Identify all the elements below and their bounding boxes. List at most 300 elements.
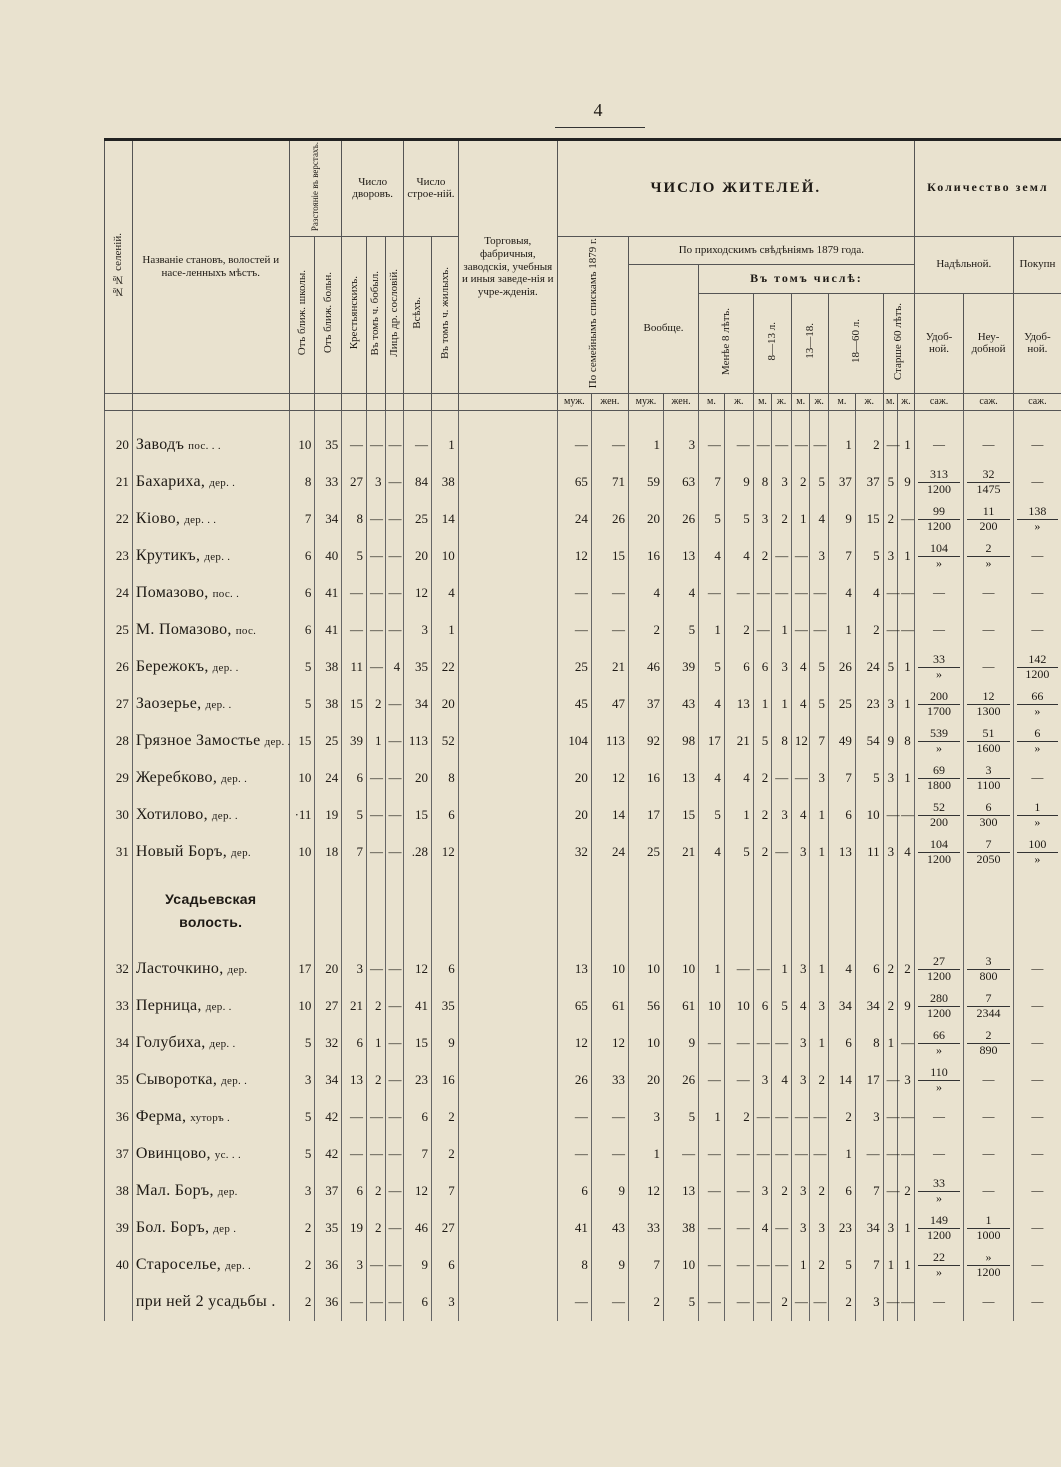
settlement-name-text: Сыворотка,: [135, 1071, 218, 1089]
table-cell: 25: [404, 501, 432, 538]
table-cell: 1: [829, 612, 856, 649]
table-cell: 3: [342, 951, 367, 988]
table-cell: 4: [898, 834, 915, 871]
table-cell: —: [366, 760, 385, 797]
bought-arable-cell: [1013, 1136, 1061, 1173]
table-cell: 38: [431, 464, 458, 501]
settlement-type: дер.: [217, 1186, 238, 1199]
table-cell: 61: [591, 988, 628, 1025]
table-cell: —: [883, 1062, 897, 1099]
allot-nonarable-cell-value: —: [982, 659, 995, 674]
allot-arable-cell-numerator: 99: [918, 505, 961, 520]
table-cell: 5: [855, 760, 883, 797]
allot-nonarable-cell-numerator: 11: [967, 505, 1010, 520]
table-cell: —: [342, 1284, 367, 1321]
table-cell: 2: [366, 686, 385, 723]
table-cell: —: [791, 1136, 810, 1173]
table-cell: 2: [810, 1247, 829, 1284]
table-cell: 15: [404, 1025, 432, 1062]
settlement-name-text: Грязное Замостье: [135, 732, 261, 750]
settlement-type: дер. .: [211, 810, 238, 823]
table-cell: —: [724, 427, 753, 464]
header-households: Число дворовъ.: [342, 141, 404, 236]
allot-arable-cell-denominator: »: [936, 740, 943, 755]
table-row: [105, 951, 1061, 988]
allot-arable-cell-numerator: 104: [918, 542, 961, 557]
table-cell: —: [385, 1062, 404, 1099]
table-cell: 3: [810, 538, 829, 575]
settlement-type: дер. .: [205, 1001, 232, 1014]
table-row: [105, 1025, 1061, 1062]
allot-nonarable-cell: [964, 951, 1014, 988]
table-cell: 61: [664, 988, 699, 1025]
table-cell: 8: [772, 723, 792, 760]
settlement-name: [132, 1247, 289, 1284]
allot-nonarable-cell-denominator: 1200: [976, 1264, 1001, 1279]
table-cell: 46: [404, 1210, 432, 1247]
section-title: Усадьевская волость.: [132, 871, 289, 951]
table-cell: —: [898, 1099, 915, 1136]
table-cell: 3: [791, 1210, 810, 1247]
table-cell: —: [898, 1284, 915, 1321]
allot-nonarable-cell-numerator: 1: [967, 1214, 1010, 1229]
row-number: 30: [105, 797, 133, 834]
table-cell: 23: [404, 1062, 432, 1099]
bought-arable-cell: [1013, 575, 1061, 612]
table-cell: 10: [724, 988, 753, 1025]
table-cell: 5: [664, 612, 699, 649]
settlement-name: [132, 988, 289, 1025]
spacer-cell: [664, 410, 699, 427]
statistics-table-wrapper: [104, 138, 1061, 1421]
table-cell: —: [724, 1025, 753, 1062]
table-cell: 42: [315, 1136, 342, 1173]
table-cell: 1: [791, 501, 810, 538]
table-cell: 1: [366, 723, 385, 760]
table-cell: 15: [342, 686, 367, 723]
header-arable2: Удоб-ной.: [1013, 293, 1061, 393]
table-cell: —: [753, 1099, 772, 1136]
table-cell: 6: [342, 1173, 367, 1210]
table-cell: 8: [855, 1025, 883, 1062]
bought-arable-cell-value: —: [1031, 1109, 1044, 1124]
table-cell: —: [791, 427, 810, 464]
table-cell: —: [753, 1025, 772, 1062]
table-cell: 47: [591, 686, 628, 723]
bought-arable-cell: [1013, 686, 1061, 723]
bought-arable-cell-value: —: [1031, 1220, 1044, 1235]
allot-arable-cell-denominator: 1200: [927, 1227, 952, 1242]
bought-arable-cell: [1013, 797, 1061, 834]
allot-arable-cell-value: —: [933, 1109, 946, 1124]
table-cell: 4: [385, 649, 404, 686]
table-cell: 1: [366, 1025, 385, 1062]
table-cell: —: [366, 427, 385, 464]
bought-arable-cell-numerator: 1: [1017, 801, 1058, 816]
settlement-name: [132, 501, 289, 538]
settlement-type: дер. .: [225, 1260, 252, 1273]
table-cell: 3: [810, 760, 829, 797]
table-cell: 2: [431, 1136, 458, 1173]
row-number: 38: [105, 1173, 133, 1210]
table-cell: 26: [829, 649, 856, 686]
table-cell: 65: [557, 464, 591, 501]
table-cell: [458, 464, 557, 501]
table-cell: 13: [829, 834, 856, 871]
spacer-cell: [883, 410, 897, 427]
table-row: [105, 1099, 1061, 1136]
table-cell: 5: [724, 834, 753, 871]
allot-nonarable-cell: [964, 464, 1014, 501]
table-cell: 13: [664, 538, 699, 575]
table-cell: 5: [753, 723, 772, 760]
table-cell: 20: [628, 1062, 663, 1099]
table-cell: 4: [699, 686, 725, 723]
table-cell: —: [753, 951, 772, 988]
table-cell: 2: [289, 1210, 315, 1247]
table-cell: —: [810, 1099, 829, 1136]
settlement-name: [132, 723, 289, 760]
allot-arable-cell-denominator: 1200: [927, 481, 952, 496]
spacer-cell: [458, 410, 557, 427]
table-cell: —: [385, 1173, 404, 1210]
spacer-cell: [898, 410, 915, 427]
table-cell: —: [883, 612, 897, 649]
table-cell: —: [855, 1136, 883, 1173]
table-cell: 40: [315, 538, 342, 575]
table-cell: 4: [664, 575, 699, 612]
spacer-cell: [914, 410, 964, 427]
allot-nonarable-cell: [964, 501, 1014, 538]
table-cell: —: [385, 501, 404, 538]
row-number: 26: [105, 649, 133, 686]
spacer-row: [105, 410, 1061, 427]
allot-arable-cell-denominator: 1200: [927, 851, 952, 866]
table-cell: —: [883, 1099, 897, 1136]
table-cell: —: [898, 797, 915, 834]
settlement-name-text: Жеребково,: [135, 769, 218, 787]
table-cell: 7: [829, 760, 856, 797]
row-number: 21: [105, 464, 133, 501]
table-cell: 1: [699, 951, 725, 988]
table-cell: 5: [289, 1025, 315, 1062]
table-cell: —: [791, 1099, 810, 1136]
section-cell: [289, 871, 315, 951]
settlement-type: дер. .: [221, 773, 248, 786]
table-cell: [458, 1210, 557, 1247]
table-cell: 6: [557, 1173, 591, 1210]
allot-arable-cell-numerator: 33: [918, 1177, 961, 1192]
table-cell: 6: [753, 649, 772, 686]
table-cell: —: [724, 1173, 753, 1210]
table-cell: 7: [810, 723, 829, 760]
table-cell: 4: [791, 797, 810, 834]
header-arable: Удоб-ной.: [914, 293, 964, 393]
table-cell: 2: [366, 1173, 385, 1210]
table-cell: 6: [431, 951, 458, 988]
section-cell: [883, 871, 897, 951]
table-cell: —: [385, 797, 404, 834]
allot-arable-cell-numerator: 52: [918, 801, 961, 816]
table-cell: 113: [404, 723, 432, 760]
table-cell: 3: [883, 1210, 897, 1247]
allot-nonarable-cell-numerator: 7: [967, 838, 1010, 853]
table-cell: —: [753, 575, 772, 612]
table-cell: 2: [898, 1173, 915, 1210]
table-cell: 3: [855, 1099, 883, 1136]
table-cell: 1: [898, 427, 915, 464]
table-cell: —: [366, 575, 385, 612]
table-cell: 2: [883, 501, 897, 538]
settlement-name: [132, 427, 289, 464]
table-cell: [458, 1099, 557, 1136]
allot-nonarable-cell-denominator: 2344: [976, 1005, 1001, 1020]
table-cell: 5: [664, 1284, 699, 1321]
table-cell: —: [591, 1136, 628, 1173]
bought-arable-cell-numerator: 66: [1017, 690, 1058, 705]
header-hh-peasant: Крестьянскихъ.: [342, 236, 367, 393]
spacer-cell: [1013, 410, 1061, 427]
settlement-name: [132, 951, 289, 988]
table-cell: [458, 538, 557, 575]
table-cell: 1: [883, 1025, 897, 1062]
bought-arable-cell-value: —: [1031, 961, 1044, 976]
table-cell: 8: [898, 723, 915, 760]
table-cell: —: [366, 1284, 385, 1321]
table-cell: 4: [829, 951, 856, 988]
row-number: 32: [105, 951, 133, 988]
table-cell: 2: [810, 1062, 829, 1099]
header-hh-landless: Въ томъ ч. бобыл.: [366, 236, 385, 393]
table-row: [105, 464, 1061, 501]
settlement-name: [132, 1025, 289, 1062]
spacer-cell: [829, 410, 856, 427]
row-number: 23: [105, 538, 133, 575]
table-cell: [458, 612, 557, 649]
table-cell: —: [898, 501, 915, 538]
table-cell: 34: [315, 501, 342, 538]
settlement-type: пос.: [235, 625, 257, 638]
table-cell: 41: [315, 575, 342, 612]
allot-arable-cell: [914, 1099, 964, 1136]
table-cell: 6: [724, 649, 753, 686]
table-cell: 7: [628, 1247, 663, 1284]
allot-nonarable-cell: [964, 988, 1014, 1025]
header-distance: Разстояніе въ верстахъ.: [289, 141, 342, 236]
allot-nonarable-cell-numerator: 12: [967, 690, 1010, 705]
table-cell: 6: [829, 1025, 856, 1062]
table-cell: —: [724, 1247, 753, 1284]
table-cell: —: [724, 1210, 753, 1247]
table-cell: 19: [342, 1210, 367, 1247]
allot-nonarable-cell-denominator: 1475: [976, 481, 1001, 496]
settlement-type: дер.: [227, 964, 248, 977]
table-cell: 5: [342, 797, 367, 834]
allot-arable-cell: [914, 951, 964, 988]
table-cell: —: [342, 1136, 367, 1173]
allot-nonarable-cell: [964, 686, 1014, 723]
table-cell: —: [810, 1284, 829, 1321]
table-cell: 54: [855, 723, 883, 760]
allot-arable-cell-numerator: 27: [918, 955, 961, 970]
table-cell: 2: [829, 1284, 856, 1321]
allot-arable-cell: [914, 686, 964, 723]
table-cell: 20: [431, 686, 458, 723]
table-cell: 20: [404, 760, 432, 797]
table-cell: 34: [829, 988, 856, 1025]
table-cell: —: [591, 612, 628, 649]
allot-nonarable-cell-value: —: [982, 1109, 995, 1124]
table-cell: 20: [628, 501, 663, 538]
allot-arable-cell: [914, 1247, 964, 1284]
settlement-type: дер. .: [209, 477, 236, 490]
table-cell: 32: [557, 834, 591, 871]
settlement-name-text: Бол. Боръ,: [135, 1219, 210, 1237]
section-cell: [591, 871, 628, 951]
settlement-type: пос. . .: [188, 440, 221, 453]
spacer-cell: [132, 410, 289, 427]
table-cell: —: [385, 1284, 404, 1321]
allot-nonarable-cell: [964, 834, 1014, 871]
allot-arable-cell: [914, 464, 964, 501]
table-cell: —: [699, 1136, 725, 1173]
section-cell: [1013, 871, 1061, 951]
table-cell: [458, 427, 557, 464]
table-cell: 21: [591, 649, 628, 686]
table-cell: 3: [431, 1284, 458, 1321]
settlement-name: [132, 575, 289, 612]
allot-nonarable-cell-numerator: 3: [967, 955, 1010, 970]
table-cell: —: [385, 1247, 404, 1284]
table-cell: —: [699, 1247, 725, 1284]
table-cell: 33: [591, 1062, 628, 1099]
section-cell: [557, 871, 591, 951]
table-row: [105, 1247, 1061, 1284]
table-cell: 9: [898, 464, 915, 501]
allot-arable-cell: [914, 834, 964, 871]
table-cell: 26: [664, 1062, 699, 1099]
allot-arable-cell: [914, 1136, 964, 1173]
table-cell: 1: [772, 686, 792, 723]
table-row: [105, 612, 1061, 649]
table-cell: 4: [699, 760, 725, 797]
table-cell: 17: [699, 723, 725, 760]
table-cell: 5: [855, 538, 883, 575]
section-cell: [772, 871, 792, 951]
table-cell: 1: [628, 1136, 663, 1173]
allot-nonarable-cell: [964, 760, 1014, 797]
table-cell: 3: [753, 1173, 772, 1210]
settlement-type: хуторъ .: [190, 1112, 231, 1125]
table-cell: 21: [342, 988, 367, 1025]
table-cell: 2: [829, 1099, 856, 1136]
table-cell: 1: [791, 1247, 810, 1284]
table-cell: 24: [315, 760, 342, 797]
bought-arable-cell-denominator: 1200: [1025, 666, 1050, 681]
allot-arable-cell: [914, 797, 964, 834]
row-number: 35: [105, 1062, 133, 1099]
bought-arable-cell: [1013, 1099, 1061, 1136]
table-cell: 3: [772, 464, 792, 501]
table-cell: 1: [898, 1210, 915, 1247]
allot-arable-cell: [914, 760, 964, 797]
table-cell: 1: [810, 834, 829, 871]
allot-nonarable-cell-denominator: 800: [979, 968, 998, 983]
settlement-type: дер.: [231, 847, 251, 860]
allot-nonarable-cell-denominator: 300: [979, 814, 998, 829]
table-cell: 15: [289, 723, 315, 760]
table-cell: —: [385, 1136, 404, 1173]
table-cell: —: [385, 760, 404, 797]
bought-arable-cell-value: —: [1031, 1294, 1044, 1309]
allot-arable-cell-denominator: »: [936, 555, 943, 570]
section-cell: [315, 871, 342, 951]
table-cell: 10: [289, 427, 315, 464]
allot-arable-cell-numerator: 539: [918, 727, 961, 742]
table-cell: 14: [829, 1062, 856, 1099]
allot-nonarable-cell-value: —: [982, 1146, 995, 1161]
settlement-name: [132, 1136, 289, 1173]
table-cell: —: [699, 575, 725, 612]
section-cell: [724, 871, 753, 951]
table-cell: 5: [289, 1099, 315, 1136]
table-cell: 27: [342, 464, 367, 501]
table-cell: 8: [753, 464, 772, 501]
allot-nonarable-cell: [964, 723, 1014, 760]
allot-arable-cell-numerator: 149: [918, 1214, 961, 1229]
table-cell: 3: [855, 1284, 883, 1321]
table-cell: —: [699, 1025, 725, 1062]
table-cell: 7: [289, 501, 315, 538]
header-by-parish: По приходскимъ свѣдѣніямъ 1879 года.: [628, 236, 914, 264]
table-cell: 4: [699, 834, 725, 871]
spacer-cell: [699, 410, 725, 427]
statistics-table: [104, 141, 1061, 1321]
table-cell: 26: [591, 501, 628, 538]
table-cell: 21: [724, 723, 753, 760]
settlement-name: [132, 686, 289, 723]
table-cell: 12: [591, 760, 628, 797]
section-cell: [914, 871, 964, 951]
table-cell: 5: [883, 464, 897, 501]
table-cell: 12: [404, 575, 432, 612]
table-cell: 41: [557, 1210, 591, 1247]
table-cell: —: [385, 951, 404, 988]
allot-arable-cell: [914, 1025, 964, 1062]
table-cell: 63: [664, 464, 699, 501]
header-age4: 18—60 л.: [829, 293, 884, 393]
spacer-cell: [724, 410, 753, 427]
settlement-name: [132, 797, 289, 834]
bought-arable-cell-value: —: [1031, 1072, 1044, 1087]
bought-arable-cell: [1013, 1062, 1061, 1099]
allot-nonarable-cell-denominator: 1000: [976, 1227, 1001, 1242]
settlement-name-text: Бережокъ,: [135, 658, 209, 676]
settlement-name-text: Хотилово,: [135, 806, 208, 824]
bought-arable-cell-numerator: 6: [1017, 727, 1058, 742]
table-cell: 104: [557, 723, 591, 760]
settlement-name: [132, 1099, 289, 1136]
table-cell: 3: [664, 427, 699, 464]
table-cell: 3: [772, 797, 792, 834]
table-cell: —: [366, 1247, 385, 1284]
row-number: 34: [105, 1025, 133, 1062]
table-cell: 10: [289, 988, 315, 1025]
table-cell: 3: [753, 501, 772, 538]
table-cell: 3: [342, 1247, 367, 1284]
bought-arable-cell-denominator: »: [1034, 814, 1041, 829]
table-cell: 12: [404, 1173, 432, 1210]
